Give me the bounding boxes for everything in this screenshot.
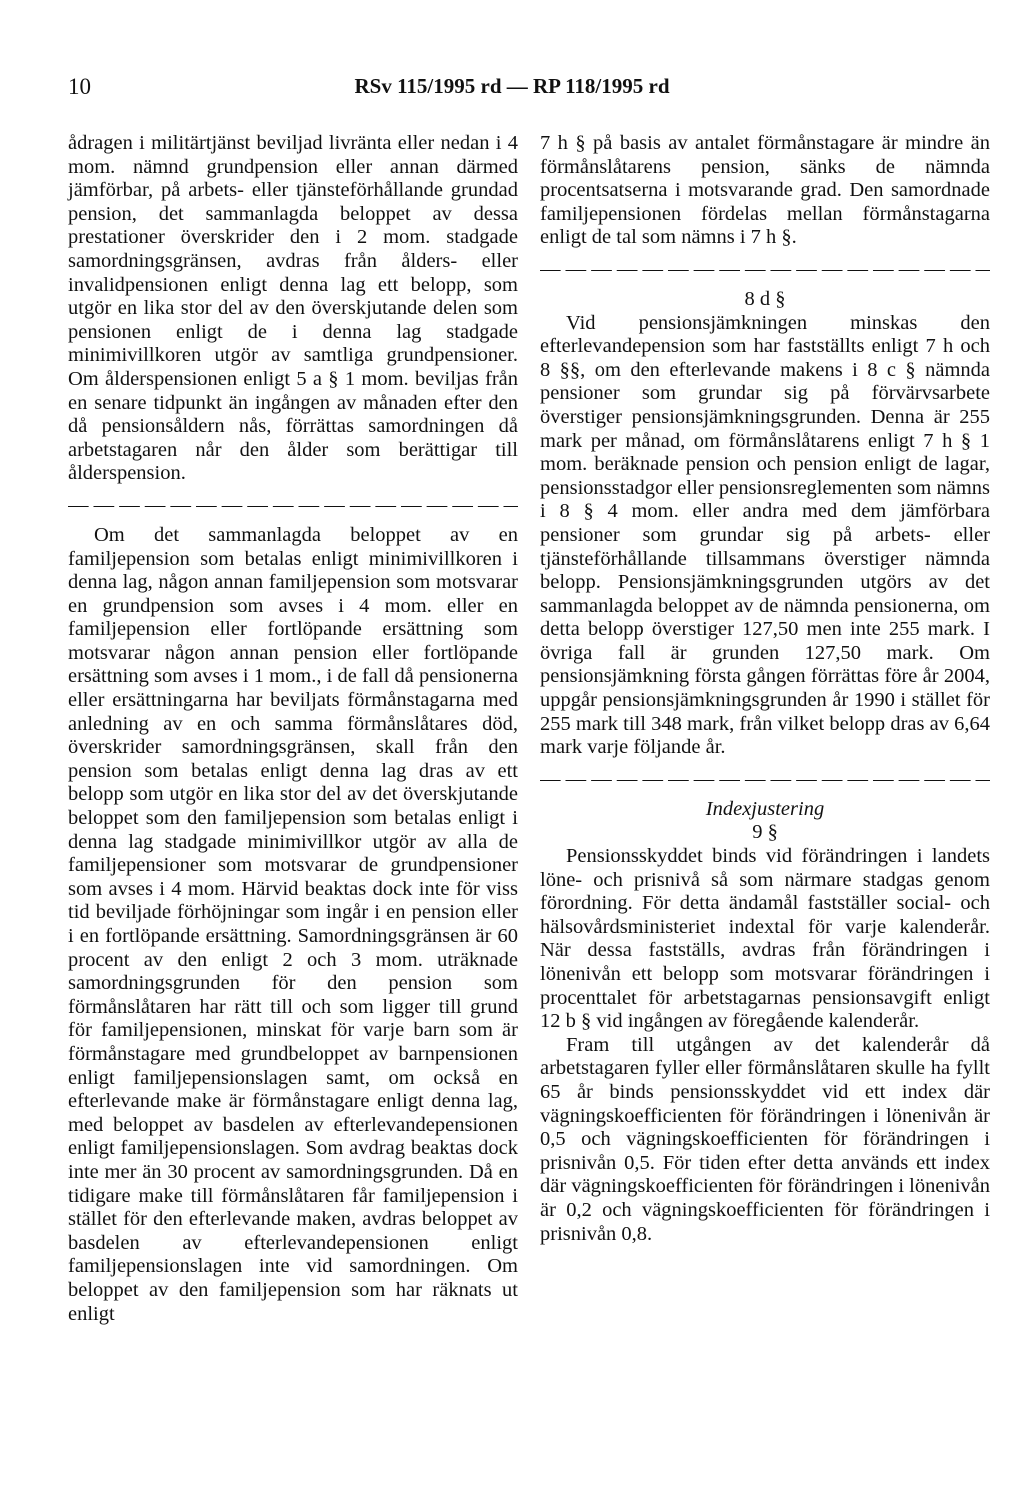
right-paragraph-4: Fram till utgången av det kalenderår då arbetstagaren fyller eller förmånslåtaren skulle ha fyllt 65 år binds pensionsskyddet vid ett index där vägningskoefficienten för förändringen i lönenivån är 0,5 och vägningskoefficienten för förändringen i prisnivån 0,5. För tiden efter detta används ett index där vägningskoefficienten för förändringen i lönenivån är 0,2 och vägningskoefficienten för förändringen i prisnivån 0,8. xyxy=(540,1033,990,1245)
left-paragraph-2: Om det sammanlagda beloppet av en familjepension som betalas enligt minimivillkoren i denna lag, någon annan familjepension som motsvarar en grundpension som avses i 4 mom. eller en familjepension eller fortlöpande ersättning som motsvarar någon annan pension eller fortlöpande ersättning som avses i 1 mom., i de fall då pensionerna eller ersättningarna har beviljats förmånstagarna med anledning av en och samma förmånslåtares död, överskrider samordningsgränsen, skall från den pension som betalas enligt denna lag dras av ett belopp som utgör en lika stor del av det överskjutande beloppet som den familjepension som betalas enligt i denna lag stadgade minimivillkor utgör av alla de familjepensioner som motsvarar de grundpensioner som avses i 4 mom. Härvid beaktas dock inte för viss tid beviljade förhöjningar som ingår i en pension eller i en fortlöpande ersättning. Samordningsgränsen är 60 procent av den enligt 2 och 3 mom. uträknade samordningsgrunden för den pension som förmånslåtaren har rätt till och som ligger till grund för familjepensionen, minskat för varje barn som är förmånstagare med grundbeloppet av barnpensionen enligt familjepensionslagen samt, om också en efterlevande make är förmånstagare enligt denna lag, med beloppet av basdelen av efterlevandepensionen enligt familjepensionslagen. Som avdrag beaktas dock inte mer än 30 procent av samordningsgrunden. Då en tidigare make till förmånslåtaren får familjepension i stället för den efterlevande maken, avdras beloppet av basdelen av efterlevandepensionen enligt familjepensionslagen inte vid samordningen. Om beloppet av den familjepension som har räknats ut enligt xyxy=(68,523,518,1325)
left-column xyxy=(68,132,518,1326)
running-head: RSv 115/1995 rd — RP 118/1995 rd xyxy=(354,74,670,98)
right-paragraph-1: 7 h § på basis av antalet förmånstagare är mindre än förmånslåtarens pension, sänks de nämnda procentsatserna i motsvarande grad. Den samordnade familjepensionen fördelas mellan förmånstagarna enligt de tal som nämns i 7 h §. xyxy=(540,132,990,249)
separator-line xyxy=(68,494,518,516)
right-column xyxy=(540,132,990,1246)
section-heading-9: 9 § xyxy=(752,821,778,844)
section-heading-8d: 8 d § xyxy=(744,287,786,310)
page-number: 10 xyxy=(68,74,91,99)
left-paragraph-1: ådragen i militärtjänst beviljad livränta eller nedan i 4 mom. nämnd grundpension eller annan därmed jämförbar, på arbets- eller tjänsteförhållande grundad pension, det sammanlagda beloppet av dessa prestationer överskrider den i 2 mom. stadgade samordningsgränsen, avdras från ålders- eller invalidpensionen enligt denna lag ett belopp, som utgör en lika stor del av den överskjutande delen som pensionen enligt de i denna lag stadgade minimivillkoren utgör av samtliga grundpensioner. Om ålderspensionen enligt 5 a § 1 mom. beviljas från en senare tidpunkt än ingången av månaden efter den då pensionsåldern nås, förrättas samordningen då arbetstagaren når den ålder som berättigar till ålderspension. xyxy=(68,132,518,485)
right-paragraph-2: Vid pensionsjämkningen minskas den efterlevandepension som har fastställts enligt 7 h och 8 §§, om den efterlevande makens i 8 c § nämnda pensioner som grundar sig på förvärvsarbete överstiger pensionsjämkningsgrunden. Denna är 255 mark per månad, om förmånslåtarens enligt 7 h § 1 mom. beräknade pension och pension enligt de lagar, pensionsstadgor eller pensionsreglementen som nämns i 8 § 4 mom. eller andra med dem jämförbara pensioner som grundar sig på arbets- eller tjänsteförhållande tillsammans överstiger nämnda belopp. Pensionsjämkningsgrunden utgörs av det sammanlagda beloppet av de nämnda pensionerna, om detta belopp överstiger 127,50 men inte 255 mark. I övriga fall är grunden 127,50 mark. Om pensionsjämkning första gången förrättas före år 2004, uppgår pensionsjämkningsgrunden år 1990 i stället för 255 mark till 348 mark, från vilket belopp dras av 6,64 mark varje följande år. xyxy=(540,311,990,759)
separator-line xyxy=(540,768,990,790)
section-title-indexjustering: Indexjustering xyxy=(705,797,825,820)
right-paragraph-3: Pensionsskyddet binds vid förändringen i landets löne- och prisnivå så som närmare stadgas genom förordning. För detta ändamål fastställer social- och hälsovårdsministeriet indextal för varje kalenderår. När dessa fastställs, avdras från förändringen i lönenivån ett belopp som motsvarar förändringen i procenttalet för arbetstagarnas pensionsavgift enligt 12 b § vid ingången av föregående kalenderår. xyxy=(540,845,990,1033)
separator-line xyxy=(540,258,990,280)
